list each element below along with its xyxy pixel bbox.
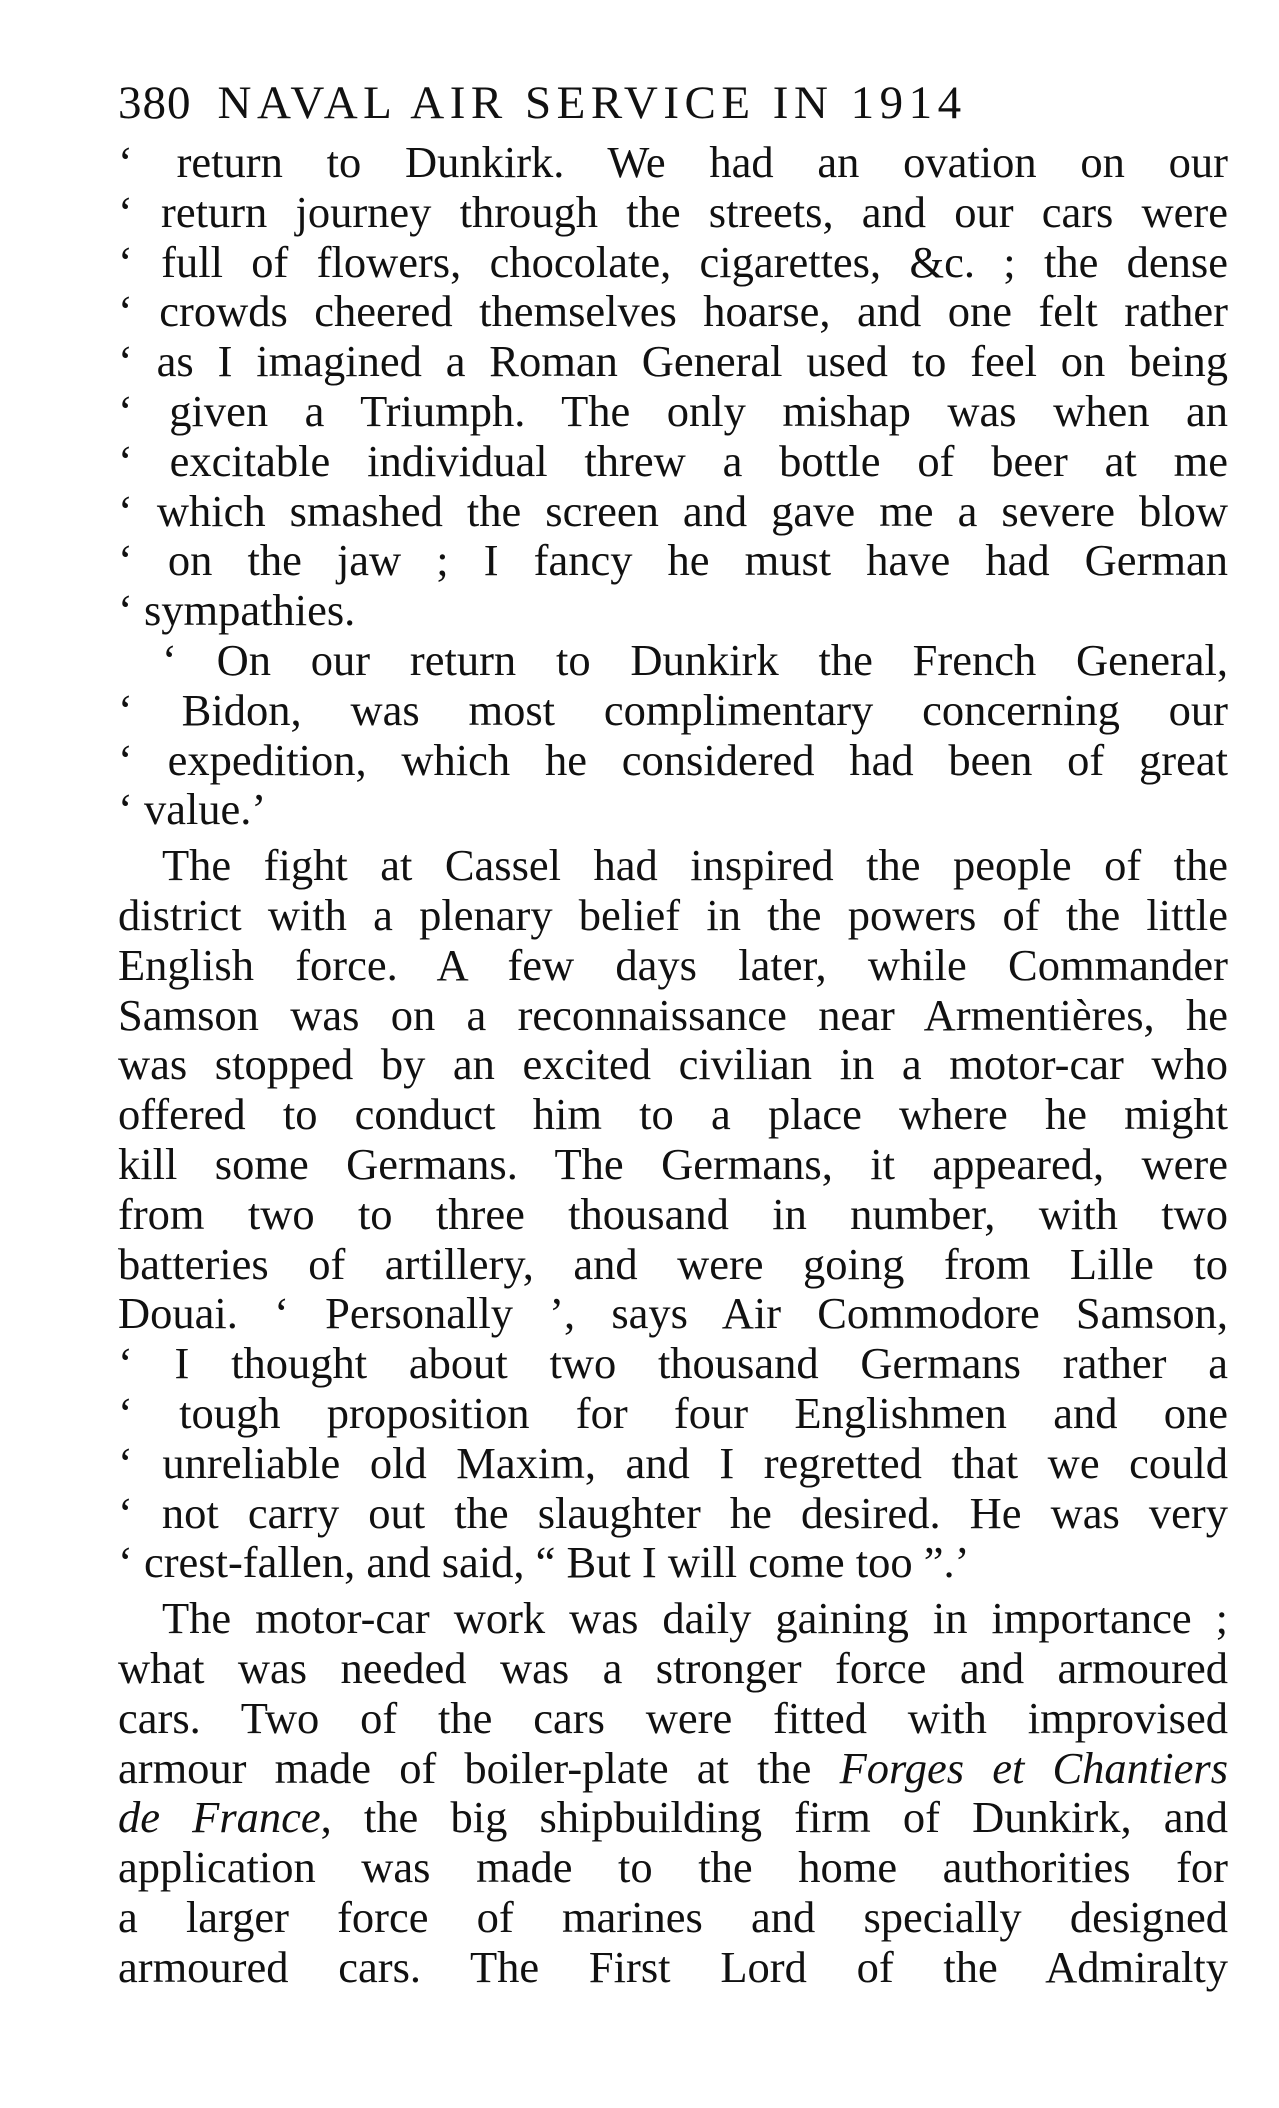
text-line: ‘ given a Triumph. The only mishap was when an [118,385,1228,436]
text-line: ‘ return to Dunkirk. We had an ovation on our [118,137,1228,187]
text-line: ‘ sympathies. [118,585,356,636]
text-line: ‘ on the jaw ; I fancy he must have had German [118,535,1228,586]
text-line: ‘ not carry out the slaughter he desired. He was very [118,1487,1228,1538]
text-line [118,1744,1228,1794]
text-line: what was needed was a stronger force and armoured [118,1642,1228,1693]
text-line: ‘ expedition, which he considered had been of great [118,734,1228,785]
text-line: ‘ value.’ [118,784,267,835]
text-line: a larger force of marines and specially designed [118,1891,1228,1942]
text-line: Douai. ‘ Personally ’, says Air Commodore Samson, [118,1288,1228,1339]
text-line: ‘ On our return to Dunkirk the French General, [162,634,1228,685]
book-page [118,68,1228,1992]
italic-title: Forges et Chantiers [839,1742,1229,1793]
text-line: ‘ crowds cheered themselves hoarse, and one felt rather [118,286,1228,337]
text-line: batteries of artillery, and were going from Lille to [118,1238,1228,1289]
text-segment: , the big shipbuilding firm of Dunkirk, and [320,1792,1228,1843]
text-line: was stopped by an excited civilian in a motor-car who [118,1039,1228,1090]
running-title: NAVAL AIR SERVICE IN 1914 [217,77,967,129]
text-line: cars. Two of the cars were fitted with improvised [118,1692,1228,1743]
text-line: ‘ I thought about two thousand Germans rather a [118,1338,1228,1389]
text-line: ‘ crest-fallen, and said, “ But I will come too ”.’ [118,1537,970,1588]
text-line: kill some Germans. The Germans, it appeared, were [118,1138,1228,1189]
text-line: ‘ full of flowers, chocolate, cigarettes, &c. ; the dense [118,236,1228,287]
text-line: ‘ Bidon, was most complimentary concerning our [118,684,1228,735]
text-line: The motor-car work was daily gaining in importance ; [162,1593,1228,1644]
italic-title: de France [118,1792,321,1843]
text-line: ‘ return journey through the streets, and our cars were [118,186,1228,237]
text-line: The fight at Cassel had inspired the people of the [162,840,1228,891]
text-line: offered to conduct him to a place where he might [118,1089,1228,1140]
text-line: ‘ as I imagined a Roman General used to feel on being [118,336,1228,387]
text-line [118,1793,1228,1843]
page-number: 380 [118,77,192,129]
text-line: armoured cars. The First Lord of the Admiralty [118,1941,1228,1992]
text-segment: armour made of boiler-plate at the [118,1742,812,1793]
text-line: application was made to the home authorities for [118,1842,1228,1893]
text-line: English force. A few days later, while Commander [118,939,1228,990]
text-line: ‘ unreliable old Maxim, and I regretted that we could [118,1437,1228,1488]
body-text [118,138,1228,1992]
text-line: district with a plenary belief in the powers of the little [118,889,1228,940]
text-line: Samson was on a reconnaissance near Armentières, he [118,989,1228,1040]
text-line: ‘ which smashed the screen and gave me a severe blow [118,485,1228,536]
text-line: ‘ excitable individual threw a bottle of beer at me [118,435,1228,486]
running-head [118,68,1228,138]
text-line: ‘ tough proposition for four Englishmen and one [118,1387,1228,1438]
text-line: from two to three thousand in number, with two [118,1188,1228,1239]
